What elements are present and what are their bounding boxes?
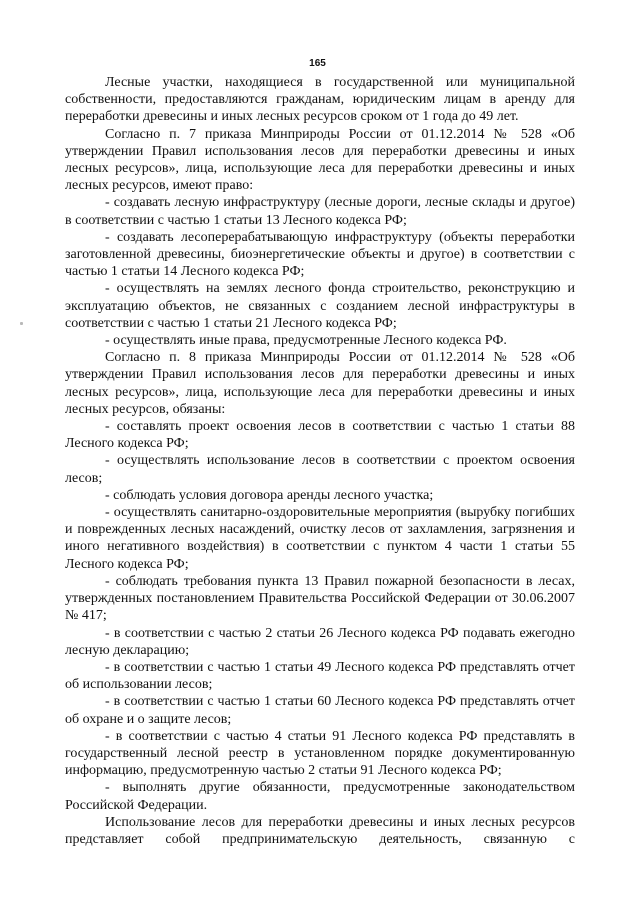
list-item-duty-other: - выполнять другие обязанности, предусмотренные законодательством Российской Федерации. <box>65 780 575 813</box>
paragraph-entrepreneurial-activity: Использование лесов для переработки древесины и иных лесных ресурсов представляет собой предпринимательскую деятельность, связанную с <box>65 814 575 847</box>
paragraph-rights-intro: Согласно п. 7 приказа Минприроды России от 01.12.2014 № 528 «Об утверждении Правил использования лесов для переработки древесины и иных лесных ресурсов», лица, использующие леса для переработки древесины и иных лесных ресурсов, имеют право: <box>65 126 575 194</box>
document-body <box>65 74 575 848</box>
list-item-right-processing-infrastructure: - создавать лесоперерабатывающую инфраструктуру (объекты переработки заготовленной древесины, биоэнергетические объекты и другое) в соответствии с частью 1 статьи 14 Лесного кодекса РФ; <box>65 229 575 280</box>
list-item-right-other: - осуществлять иные права, предусмотренные Лесного кодекса РФ. <box>105 333 507 349</box>
list-item-right-construction: - осуществлять на землях лесного фонда строительство, реконструкцию и эксплуатацию объектов, не связанных с созданием лесной инфраструктуры в соответствии с частью 1 статьи 21 Лесного кодекса РФ; <box>65 281 575 331</box>
paragraph-obligations-intro: Согласно п. 8 приказа Минприроды России от 01.12.2014 № 528 «Об утверждении Правил использования лесов для переработки древесины и иных лесных ресурсов», лица, использующие леса для переработки древесины и иных лесных ресурсов, обязаны: <box>65 350 575 417</box>
list-item-duty-forest-registry: - в соответствии с частью 4 статьи 91 Лесного кодекса РФ представлять в государственный лесной реестр в установленном порядке документированную информацию, предусмотренную частью 2 статьи 91 Лесного кодекса РФ; <box>65 728 575 779</box>
list-item-duty-usage-report: - в соответствии с частью 1 статьи 49 Лесного кодекса РФ представлять отчет об использовании лесов; <box>65 659 575 693</box>
list-item-duty-lease-terms: - соблюдать условия договора аренды лесного участка; <box>105 487 434 503</box>
scan-speck <box>20 322 23 325</box>
page-number: 165 <box>309 58 326 69</box>
list-item-duty-sanitary-measures: - осуществлять санитарно-оздоровительные мероприятия (вырубку погибших и поврежденных лесных насаждений, очистку лесов от захламления, загрязнения и иного негативного воздействия) в соответствии с пунктом 4 части 1 статьи 55 Лесного кодекса РФ; <box>65 505 575 572</box>
list-item-duty-use-per-project: - осуществлять использование лесов в соответствии с проектом освоения лесов; <box>65 453 575 486</box>
list-item-duty-protection-report: - в соответствии с частью 1 статьи 60 Лесного кодекса РФ представлять отчет об охране и о защите лесов; <box>65 694 575 727</box>
list-item-right-forest-infrastructure: - создавать лесную инфраструктуру (лесные дороги, лесные склады и другое) в соответствии с частью 1 статьи 13 Лесного кодекса РФ; <box>65 195 575 228</box>
paragraph-forest-plots-lease: Лесные участки, находящиеся в государственной или муниципальной собственности, предоставляются гражданам, юридическим лицам в аренду для переработки древесины и иных лесных ресурсов сроком от 1 года до 49 лет. <box>65 75 575 125</box>
list-item-duty-fire-safety: - соблюдать требования пункта 13 Правил пожарной безопасности в лесах, утвержденных постановлением Правительства Российской Федерации от 30.06.2007 № 417; <box>65 573 575 624</box>
list-item-duty-forest-declaration: - в соответствии с частью 2 статьи 26 Лесного кодекса РФ подавать ежегодно лесную декларацию; <box>65 625 575 658</box>
list-item-duty-development-project: - составлять проект освоения лесов в соответствии с частью 1 статьи 88 Лесного кодекса РФ; <box>65 419 575 452</box>
